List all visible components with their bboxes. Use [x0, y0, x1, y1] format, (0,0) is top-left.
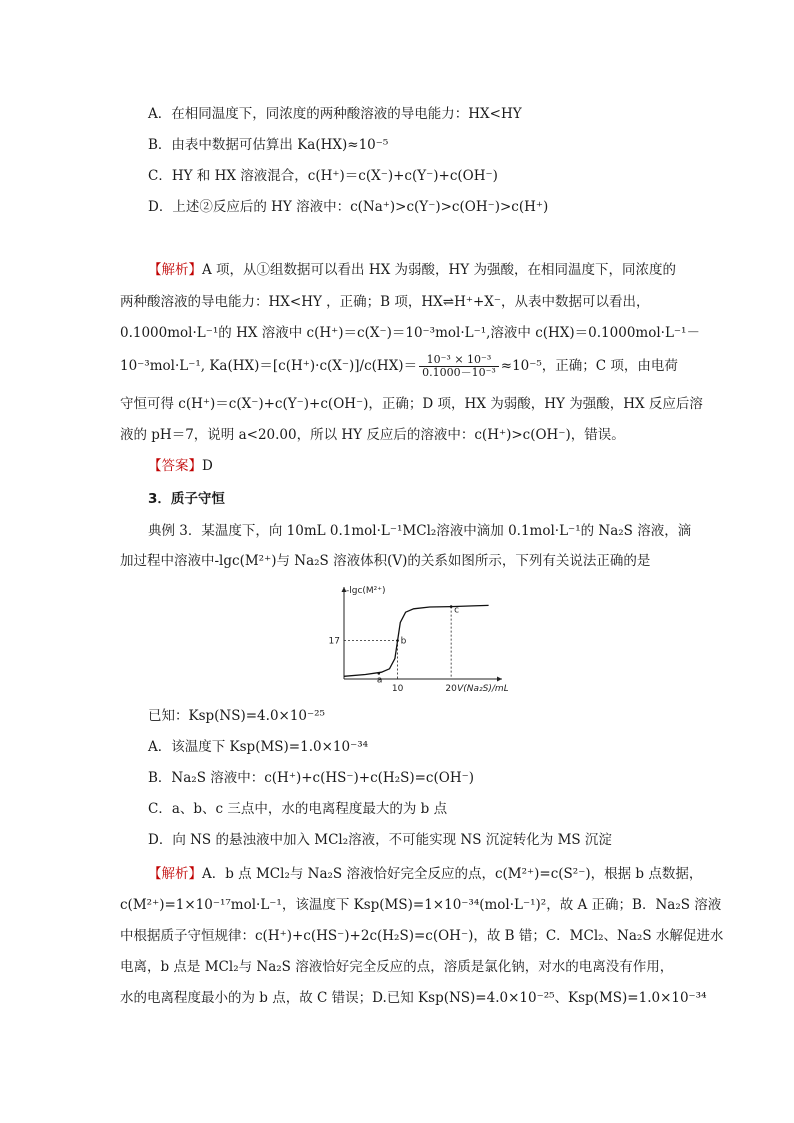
analysis-1-line-1: 【解析】A 项，从①组数据可以看出 HX 为弱酸，HY 为强酸，在相同温度下，同浓度的 [148, 262, 676, 278]
option-c-1: C．HY 和 HX 溶液混合，c(H⁺)＝c(X⁻)+c(Y⁻)+c(OH⁻) [148, 168, 498, 184]
titration-figure [318, 584, 508, 696]
known-ksp: 已知：Ksp(NS)=4.0×10⁻²⁵ [148, 708, 325, 724]
point-b [396, 639, 399, 642]
option-d-2: D．向 NS 的悬浊液中加入 MCl₂溶液，不可能实现 NS 沉淀转化为 MS 沉淀 [148, 832, 612, 848]
analysis-2-line-3: 中根据质子守恒规律：c(H⁺)+c(HS⁻)+2c(H₂S)=c(OH⁻)，故 B 错；C．MCl₂、Na₂S 水解促进水 [120, 928, 724, 944]
answer-1: 【答案】D [148, 458, 213, 474]
titration-chart [318, 584, 508, 696]
option-b-1: B．由表中数据可估算出 Ka(HX)≈10⁻⁵ [148, 137, 389, 153]
option-a-1: A．在相同温度下，同浓度的两种酸溶液的导电能力：HX<HY [148, 106, 522, 122]
point-a [378, 672, 381, 675]
analysis-1-line-3: 0.1000mol·L⁻¹的 HX 溶液中 c(H⁺)＝c(X⁻)＝10⁻³mol·L⁻¹,溶液中 c(HX)＝0.1000mol·L⁻¹－ [120, 325, 700, 341]
ka-fraction: $\frac{\text{10⁻³ × 10⁻³}}{\text{0.1000－10⁻³}}$ [419, 354, 499, 379]
example-3-line-2: 加过程中溶液中-lgc(M²⁺)与 Na₂S 溶液体积(V)的关系如图所示，下列有关说法正确的是 [120, 553, 651, 569]
x-axis-label: V(Na₂S)/mL [457, 684, 508, 694]
analysis-2-line-5: 水的电离程度最小的为 b 点，故 C 错误；D.已知 Ksp(NS)=4.0×10⁻²⁵、Ksp(MS)=1.0×10⁻³⁴ [120, 990, 707, 1006]
x-tick-label-0: 10 [391, 684, 404, 694]
option-b-2: B．Na₂S 溶液中：c(H⁺)+c(HS⁻)+c(H₂S)=c(OH⁻) [148, 770, 474, 786]
analysis-2-line-4: 电离，b 点是 MCl₂与 Na₂S 溶液恰好完全反应的点，溶质是氯化钠，对水的电离没有作用， [120, 959, 674, 975]
analysis-1-line-2: 两种酸溶液的导电能力：HX<HY ，正确；B 项，HX⇌H⁺+X⁻，从表中数据可以看出， [120, 294, 650, 310]
option-d-1: D．上述②反应后的 HY 溶液中：c(Na⁺)>c(Y⁻)>c(OH⁻)>c(H⁺) [148, 199, 549, 215]
section-title: 3．质子守恒 [148, 491, 225, 507]
x-tick-label-1: 20 [445, 684, 457, 694]
point-c [450, 605, 453, 608]
y-axis-label: -lgc(M²⁺) [346, 586, 386, 596]
example-3-line-1: 典例 3．某温度下，向 10mL 0.1mol·L⁻¹MCl₂溶液中滴加 0.1mol·L⁻¹的 Na₂S 溶液，滴 [148, 523, 692, 539]
analysis-1-line-5: 守恒可得 c(H⁺)＝c(X⁻)+c(Y⁻)+c(OH⁻)，正确；D 项，HX 为弱酸，HY 为强酸，HX 反应后溶 [120, 396, 703, 412]
option-c-2: C．a、b、c 三点中，水的电离程度最大的为 b 点 [148, 801, 448, 817]
point-label-a: a [376, 675, 383, 686]
analysis-2-line-2: c(M²⁺)=1×10⁻¹⁷mol·L⁻¹，该温度下 Ksp(MS)=1×10⁻³⁴(mol·L⁻¹)²，故 A 正确；B．Na₂S 溶液 [120, 897, 722, 913]
analysis-1-line-4: 10⁻³mol·L⁻¹, Ka(HX)＝[c(H⁺)·c(X⁻)]/c(HX)＝ $\frac{\text{10⁻³ × 10⁻³}}{\text{0.1000－10⁻³}}$ ≈10⁻⁵，正确；C 项，由电荷 [120, 353, 678, 379]
x-axis-arrow [497, 677, 502, 682]
analysis-1-line-6: 液的 pH＝7，说明 a<20.00，所以 HY 反应后的溶液中：c(H⁺)>c(OH⁻)，错误。 [120, 427, 625, 443]
point-label-c: c [454, 605, 460, 616]
analysis-label: 【解析】 [148, 262, 202, 278]
analysis-2-line-1: 【解析】A．b 点 MCl₂与 Na₂S 溶液恰好完全反应的点，c(M²⁺)=c(S²⁻)，根据 b 点数据， [148, 866, 703, 882]
y-tick-label-0: 17 [328, 636, 340, 647]
point-label-b: b [400, 636, 407, 647]
option-a-2: A．该温度下 Ksp(MS)=1.0×10⁻³⁴ [148, 739, 369, 755]
